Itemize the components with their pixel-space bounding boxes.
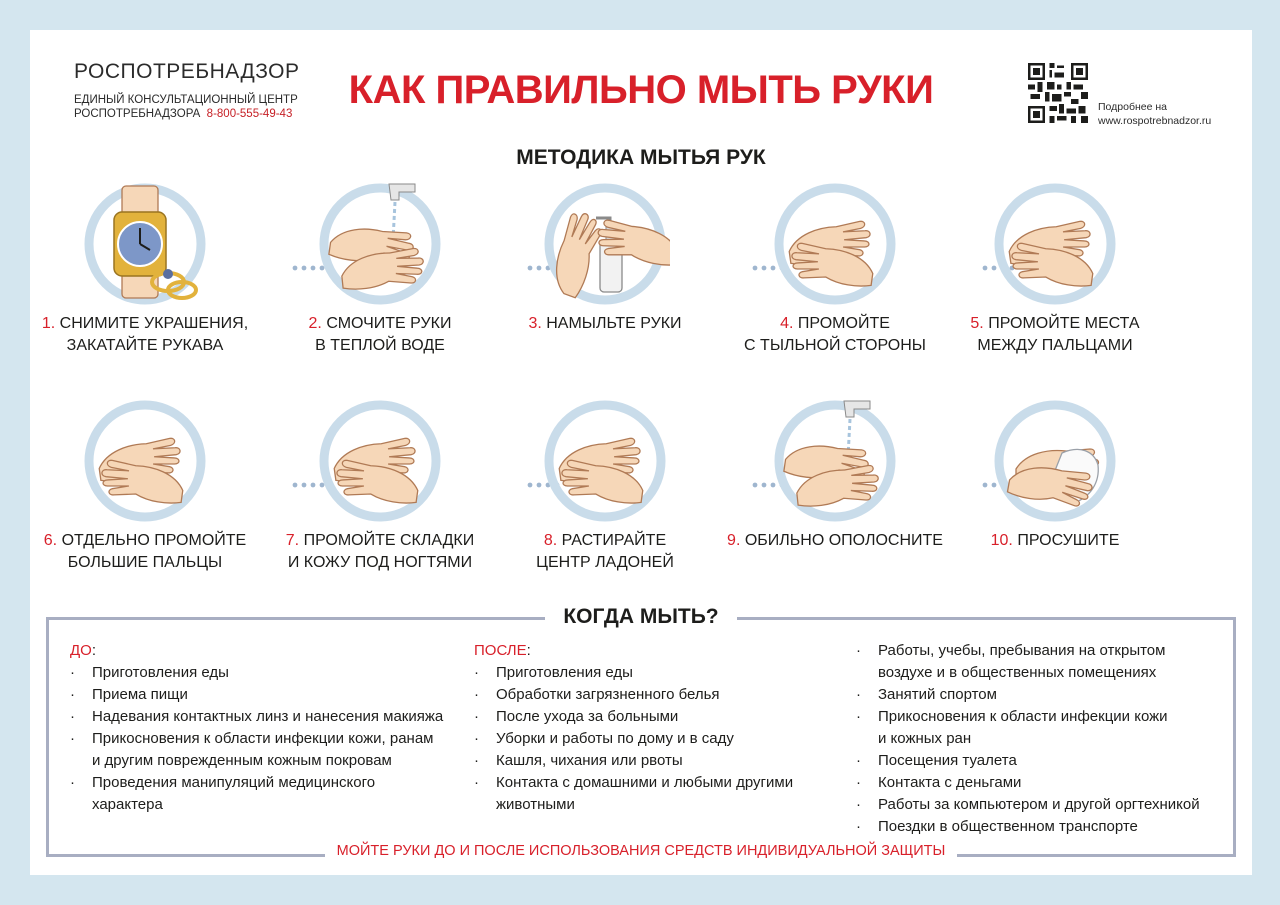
step-label <box>490 313 720 335</box>
step-label-line1 <box>720 530 950 552</box>
step-label-line1 <box>265 530 495 552</box>
list-item-text: · Уборки и работы по дому и в саду <box>496 730 734 747</box>
list-item-text: · Приготовления еды <box>92 664 229 681</box>
step-text: СМОЧИТЕ РУКИ <box>326 315 452 332</box>
list-item-cont: и кожных ран <box>878 730 972 747</box>
step-label <box>940 530 1170 552</box>
step-label <box>30 313 260 357</box>
list-item <box>70 662 470 684</box>
footer-text: МОЙТЕ РУКИ ДО И ПОСЛЕ ИСПОЛЬЗОВАНИЯ СРЕДСТВ ИНДИВИДУАЛЬНОЙ ЗАЩИТЫ <box>325 843 958 859</box>
step-label-line1 <box>30 530 260 552</box>
list-item-text: · Обработки загрязненного белья <box>496 686 720 703</box>
step-text: СНИМИТЕ УКРАШЕНИЯ, <box>59 315 249 332</box>
step-text: ОБИЛЬНО ОПОЛОСНИТЕ <box>744 532 943 549</box>
list-item <box>856 794 1226 816</box>
step-label-line2: БОЛЬШИЕ ПАЛЬЦЫ <box>67 554 223 571</box>
step-text: ПРОСУШИТЕ <box>1017 532 1120 549</box>
poster <box>30 30 1252 875</box>
step-9 <box>720 387 950 577</box>
list-item-cont: воздухе и в общественных помещениях <box>878 664 1157 681</box>
step-label <box>720 313 950 357</box>
step-number: 1. <box>41 315 56 332</box>
step-text: НАМЫЛЬТЕ РУКИ <box>546 315 682 332</box>
towel-dry-icon <box>990 387 1120 527</box>
hotline-phone[interactable]: 8-800-555-49-43 <box>206 108 293 120</box>
step-number: 6. <box>43 532 58 549</box>
list-item-text: · Кашля, чихания или рвоты <box>496 752 683 769</box>
palms-rub-icon <box>540 387 670 527</box>
list-item <box>856 640 1226 684</box>
step-10 <box>940 387 1170 577</box>
after-label-text: ПОСЛЕ <box>474 642 527 659</box>
list-item-cont: характера <box>92 796 163 813</box>
before-column <box>70 640 470 816</box>
step-text: ПРОМОЙТЕ СКЛАДКИ <box>303 532 475 549</box>
step-text: ПРОМОЙТЕ <box>797 315 890 332</box>
list-item-text: · После ухода за больными <box>496 708 679 725</box>
watch-and-rings-icon <box>80 170 210 310</box>
step-number: 5. <box>970 315 984 332</box>
list-item-text: · Прикосновения к области инфекции кожи <box>878 708 1168 725</box>
more-info <box>1098 100 1211 128</box>
step-1 <box>30 170 260 360</box>
step-label <box>940 313 1170 357</box>
step-2 <box>265 170 495 360</box>
step-label-line2: ЗАКАТАЙТЕ РУКАВА <box>66 337 224 354</box>
after-column <box>474 640 844 816</box>
step-label <box>265 530 495 574</box>
method-title: МЕТОДИКА МЫТЬЯ РУК <box>516 146 766 169</box>
rinse-hands-icon <box>770 387 900 527</box>
when-title <box>30 605 1252 629</box>
step-text: ОТДЕЛЬНО ПРОМОЙТЕ <box>61 532 247 549</box>
hands-under-tap-icon <box>315 170 445 310</box>
qr-code-icon[interactable] <box>1028 63 1088 123</box>
soap-dispenser-icon <box>540 170 670 310</box>
org-sub-line1: ЕДИНЫЙ КОНСУЛЬТАЦИОННЫЙ ЦЕНТР <box>74 94 298 106</box>
more-label: Подробнее на <box>1098 101 1168 113</box>
list-item-text: · Прикосновения к области инфекции кожи, ранам <box>92 730 434 747</box>
other-list <box>856 640 1226 838</box>
step-label-line1 <box>490 313 720 335</box>
step-number: 7. <box>285 532 300 549</box>
list-item <box>856 706 1226 750</box>
step-number: 8. <box>543 532 558 549</box>
website-link[interactable]: www.rospotrebnadzor.ru <box>1098 115 1212 127</box>
interlaced-fingers-icon <box>990 170 1120 310</box>
after-label: ПОСЛЕ: <box>474 642 531 659</box>
when-title-text: КОГДА МЫТЬ? <box>545 605 736 628</box>
step-label <box>30 530 260 574</box>
step-label-line1 <box>720 313 950 335</box>
step-label-line2: И КОЖУ ПОД НОГТЯМИ <box>287 554 473 571</box>
list-item <box>856 816 1226 838</box>
step-label-line1 <box>940 313 1170 335</box>
step-3 <box>490 170 720 360</box>
before-label-text: ДО <box>70 642 92 659</box>
before-list <box>70 662 470 816</box>
list-item-text: · Работы, учебы, пребывания на открытом <box>878 642 1166 659</box>
list-item <box>70 772 470 816</box>
list-item-text: · Поездки в общественном транспорте <box>878 818 1138 835</box>
step-5 <box>940 170 1170 360</box>
step-number: 10. <box>990 532 1013 549</box>
step-6 <box>30 387 260 577</box>
step-4 <box>720 170 950 360</box>
list-item-text: · Проведения манипуляций медицинского <box>92 774 376 791</box>
before-label: ДО: <box>70 642 96 659</box>
org-name: РОСПОТРЕБНАДЗОР <box>74 60 300 83</box>
thumbs-wash-icon <box>80 387 210 527</box>
step-text: ПРОМОЙТЕ МЕСТА <box>988 315 1140 332</box>
list-item-cont: животными <box>496 796 575 813</box>
list-item <box>70 706 470 728</box>
back-of-hands-icon <box>770 170 900 310</box>
step-8 <box>490 387 720 577</box>
list-item-cont: и другим поврежденным кожным покровам <box>92 752 392 769</box>
list-item-text: · Приготовления еды <box>496 664 633 681</box>
list-item-text: · Приема пищи <box>92 686 188 703</box>
other-column <box>856 640 1226 838</box>
step-label <box>490 530 720 574</box>
list-item <box>474 772 844 816</box>
step-label-line1 <box>30 313 260 335</box>
step-label-line2: В ТЕПЛОЙ ВОДЕ <box>315 337 445 354</box>
list-item-text: · Контакта с домашними и любыми другими <box>496 774 794 791</box>
page-title: КАК ПРАВИЛЬНО МЫТЬ РУКИ <box>348 68 934 112</box>
step-number: 4. <box>780 315 794 332</box>
footer <box>30 842 1252 860</box>
org-sub-line2-text: РОСПОТРЕБНАДЗОРА <box>74 108 201 120</box>
list-item-text: · Занятий спортом <box>878 686 997 703</box>
step-label-line2: С ТЫЛЬНОЙ СТОРОНЫ <box>744 337 926 354</box>
list-item <box>856 772 1226 794</box>
list-item <box>70 728 470 772</box>
step-text: РАСТИРАЙТЕ <box>561 532 667 549</box>
list-item <box>474 728 844 750</box>
step-7 <box>265 387 495 577</box>
step-label-line1 <box>265 313 495 335</box>
step-label-line2: ЦЕНТР ЛАДОНЕЙ <box>536 554 674 571</box>
list-item <box>474 706 844 728</box>
fingertips-wash-icon <box>315 387 445 527</box>
step-number: 2. <box>308 315 322 332</box>
list-item <box>856 750 1226 772</box>
step-label <box>265 313 495 357</box>
list-item <box>474 684 844 706</box>
step-label <box>720 530 950 552</box>
list-item-text: · Посещения туалета <box>878 752 1017 769</box>
step-label-line2: МЕЖДУ ПАЛЬЦАМИ <box>977 337 1133 354</box>
step-number: 3. <box>528 315 542 332</box>
step-label-line1 <box>940 530 1170 552</box>
list-item <box>474 750 844 772</box>
list-item-text: · Работы за компьютером и другой оргтехникой <box>878 796 1200 813</box>
step-label-line1 <box>490 530 720 552</box>
list-item <box>70 684 470 706</box>
list-item <box>474 662 844 684</box>
list-item-text: · Надевания контактных линз и нанесения макияжа <box>92 708 444 725</box>
step-number: 9. <box>727 532 741 549</box>
list-item-text: · Контакта с деньгами <box>878 774 1022 791</box>
list-item <box>856 684 1226 706</box>
after-list <box>474 662 844 816</box>
